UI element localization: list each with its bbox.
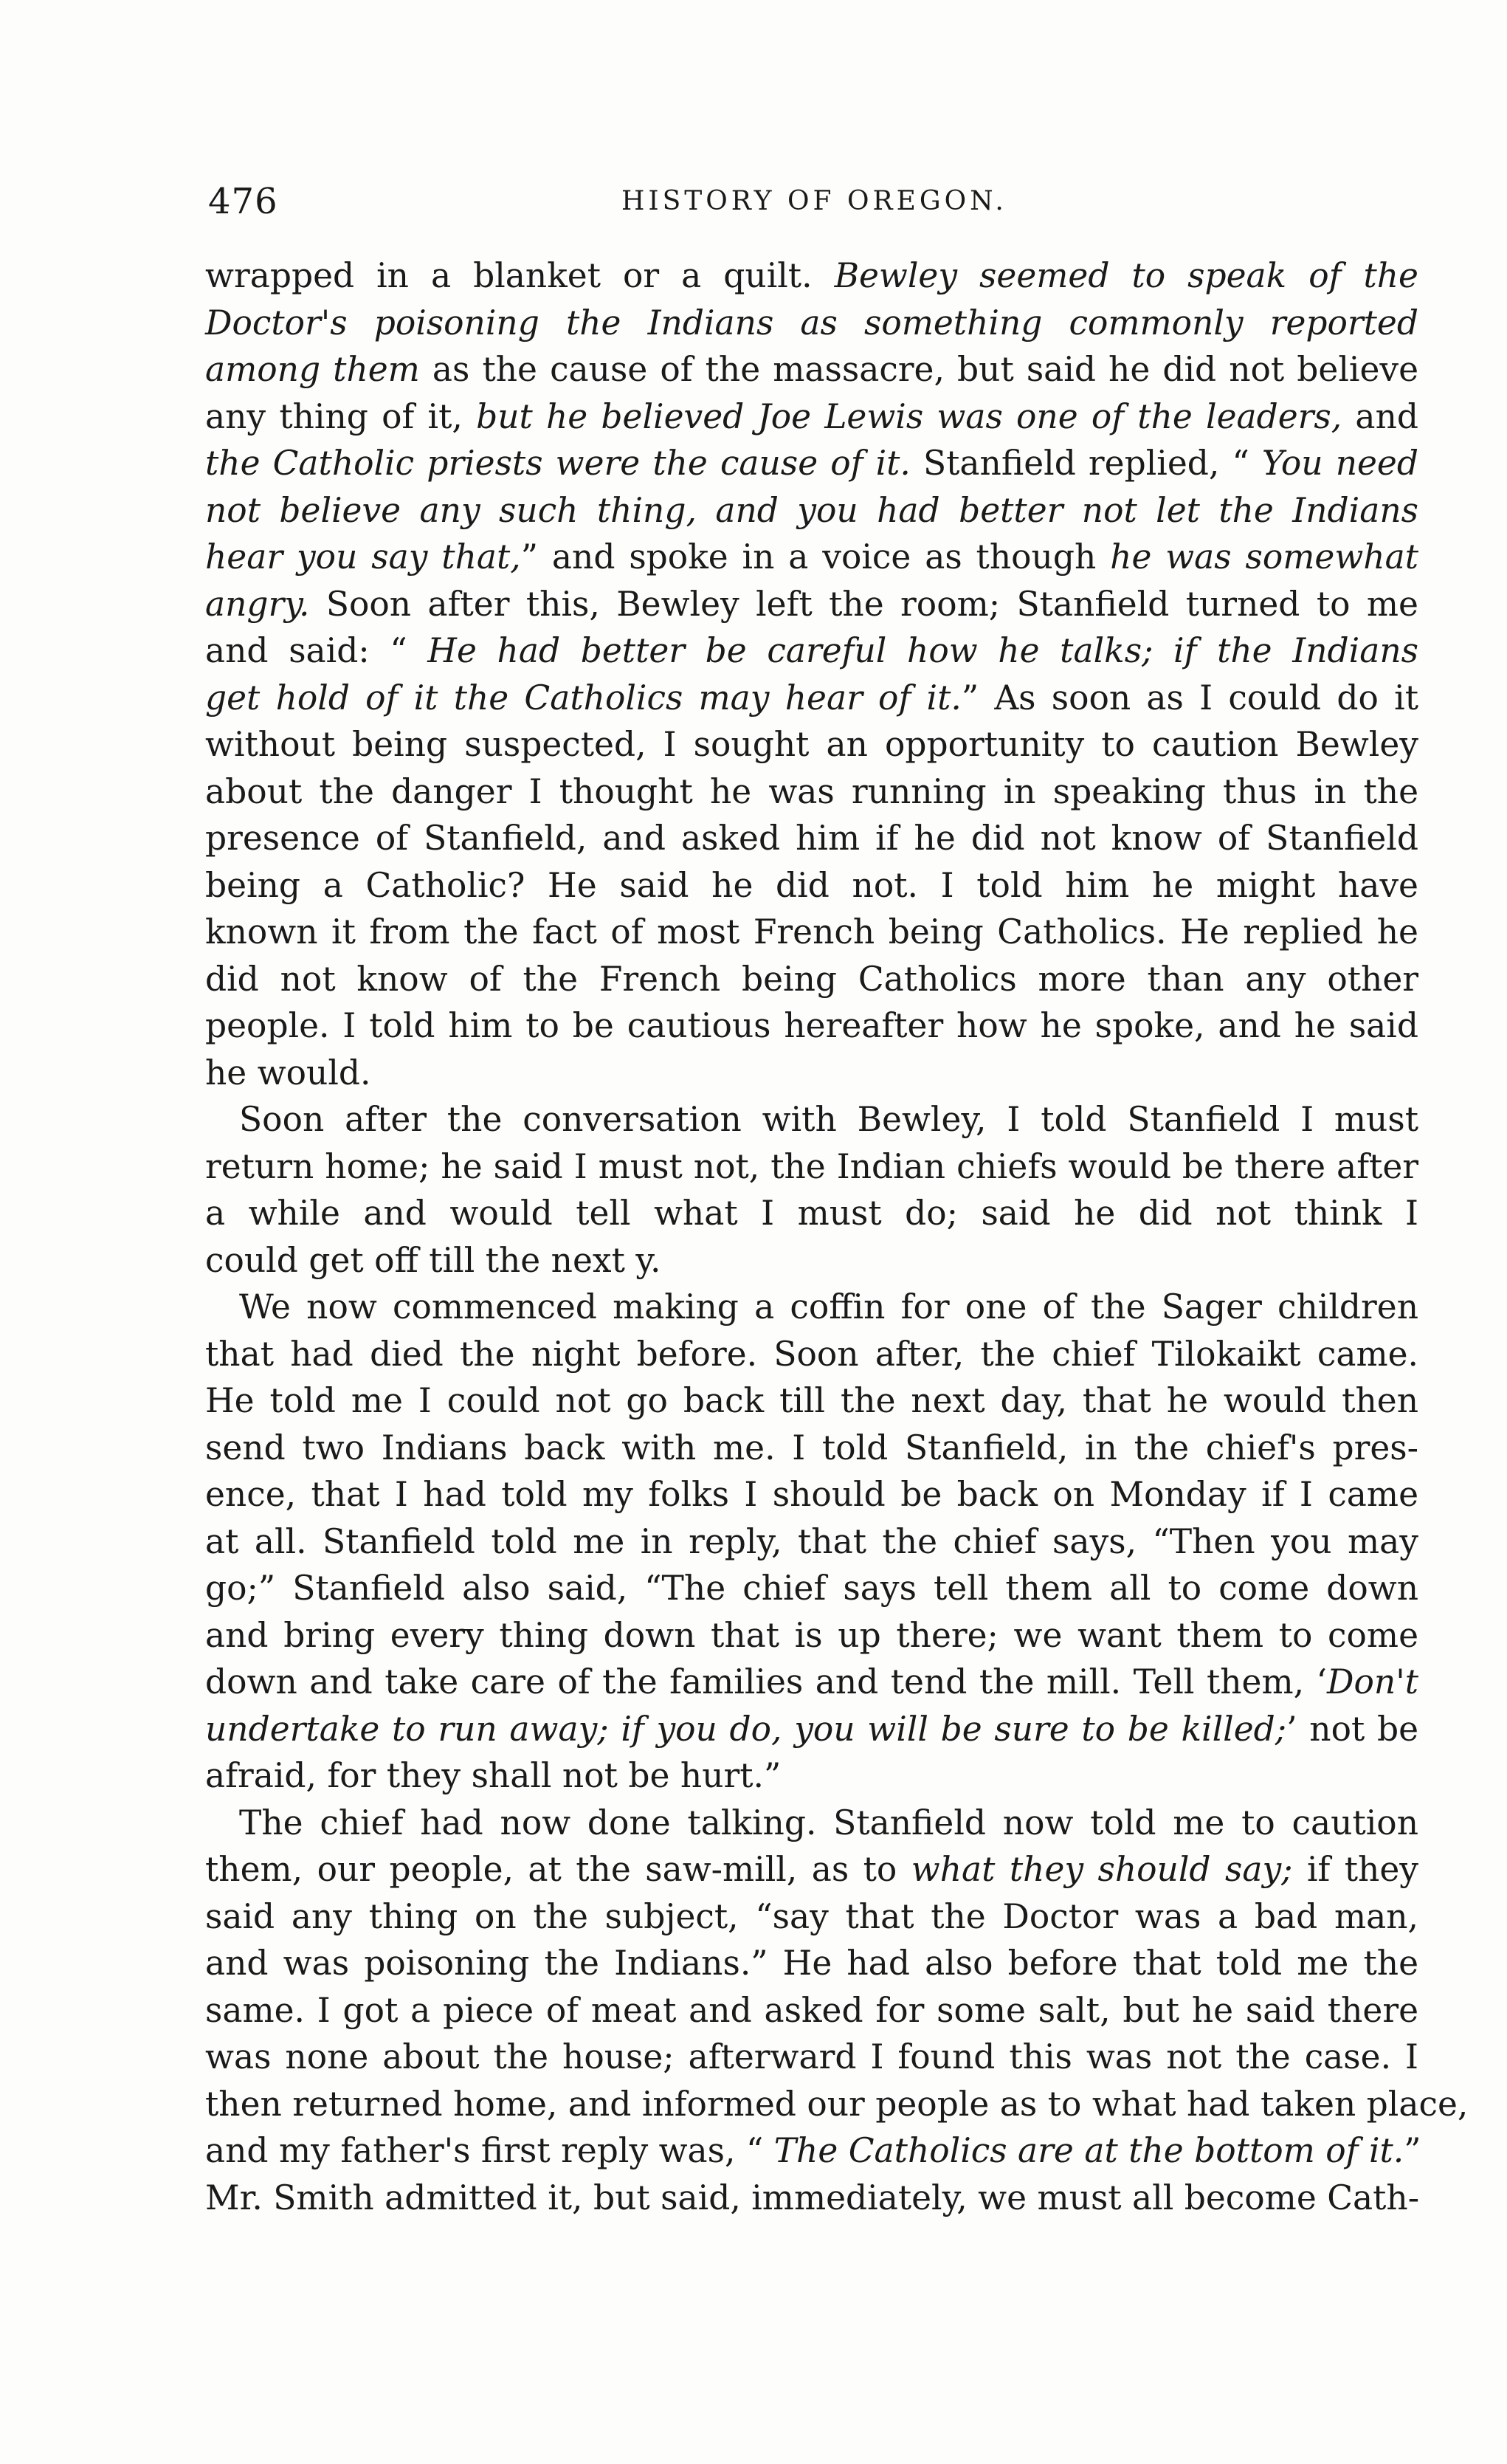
text-span: known it from the fact of most French being Catholics. He replied he	[205, 912, 1418, 951]
text-line	[205, 1706, 1418, 1753]
text-span: Stanfield replied, “	[910, 444, 1262, 483]
text-span: them, our people, at the saw-mill, as to	[205, 1850, 911, 1889]
text-line	[205, 581, 1418, 628]
body-text	[205, 252, 1469, 2221]
text-span: about the danger I thought he was running in speaking thus in the	[205, 771, 1418, 811]
text-line	[205, 627, 1418, 675]
text-line	[205, 1987, 1418, 2034]
text-line	[205, 675, 1418, 722]
text-span: down and take care of the families and tend the mill. Tell them, ‘	[205, 1662, 1328, 1701]
text-line	[205, 1612, 1418, 1659]
text-line	[205, 1331, 1418, 1378]
text-line	[205, 768, 1418, 816]
text-line	[205, 300, 1418, 347]
text-span: said any thing on the subject, “say that the Doctor was a bad man,	[205, 1896, 1418, 1936]
text-span: send two Indians back with me. I told Stanfield, in the chief's pres-	[205, 1428, 1418, 1467]
text-span: he would.	[205, 1053, 371, 1092]
text-span: if they	[1292, 1850, 1418, 1889]
text-span: any thing of it,	[205, 396, 477, 436]
text-span: presence of Stanfield, and asked him if he did not know of Stanfield	[205, 819, 1418, 858]
text-line	[205, 1659, 1418, 1706]
text-line	[205, 1565, 1418, 1612]
text-span: and	[1342, 396, 1418, 436]
text-span: and was poisoning the Indians.” He had also before that told me the	[205, 1944, 1418, 1983]
text-line	[205, 1940, 1418, 1987]
italic-text: he was somewhat	[1110, 537, 1419, 577]
text-span: ’ not be	[1286, 1709, 1418, 1749]
text-span: and bring every thing down that is up there; we want them to come	[205, 1615, 1418, 1655]
text-span: ence, that I had told my folks I should be back on Monday if I came	[205, 1475, 1418, 1514]
text-line	[205, 1471, 1418, 1518]
text-line	[205, 440, 1418, 487]
text-line	[205, 909, 1418, 956]
text-span: Soon after this, Bewley left the room; Stanfield turned to me	[309, 584, 1418, 624]
text-line	[205, 1752, 1418, 1800]
text-span: He told me I could not go back till the next day, that he would then	[205, 1381, 1418, 1420]
italic-text: He had better be careful how he talks; if the Indians	[427, 631, 1418, 670]
text-span: and said: “	[205, 631, 428, 670]
text-line	[205, 1846, 1418, 1893]
text-line	[205, 1237, 1418, 1284]
italic-text: undertake to run away; if you do, you will be sure to be killed;	[205, 1709, 1287, 1749]
text-span: did not know of the French being Catholics more than any other	[205, 959, 1418, 999]
italic-text: angry.	[205, 584, 310, 624]
text-line	[205, 1800, 1418, 1847]
text-span: could get off till the next y.	[205, 1240, 661, 1280]
text-span: wrapped in a blanket or a quilt.	[205, 256, 835, 295]
italic-text: but he believed Joe Lewis was one of the leaders,	[476, 396, 1342, 436]
italic-text: not believe any such thing, and you had better not let the Indians	[205, 490, 1418, 530]
text-line	[205, 1050, 1418, 1097]
text-span: same. I got a piece of meat and asked for some salt, but he said there	[205, 1990, 1418, 2030]
italic-text: hear you say that,	[205, 537, 521, 577]
text-span: Mr. Smith admitted it, but said, immediately, we must all become Cath-	[205, 2178, 1420, 2217]
text-span: ”	[1404, 2131, 1421, 2170]
text-line	[205, 1284, 1418, 1331]
text-line	[205, 1377, 1418, 1425]
text-line	[205, 2081, 1469, 2128]
text-line	[205, 1002, 1418, 1050]
italic-text: what they should say;	[911, 1850, 1293, 1889]
text-line	[205, 1143, 1418, 1191]
text-line	[205, 534, 1418, 581]
text-span: was none about the house; afterward I found this was not the case. I	[205, 2037, 1418, 2076]
text-line	[205, 862, 1418, 909]
text-line	[205, 1893, 1418, 1941]
text-span: a while and would tell what I must do; said he did not think I	[205, 1194, 1418, 1233]
text-line	[205, 487, 1418, 534]
text-span: ” As soon as I could do it	[961, 678, 1418, 717]
italic-text: get hold of it the Catholics may hear of it.	[205, 678, 962, 717]
running-head: HISTORY OF OREGON.	[621, 186, 1007, 216]
text-span: We now commenced making a coffin for one of the Sager children	[239, 1287, 1418, 1326]
text-span: return home; he said I must not, the Indian chiefs would be there after	[205, 1146, 1418, 1186]
text-span: The chief had now done talking. Stanfield now told me to caution	[239, 1803, 1418, 1842]
text-span: Soon after the conversation with Bewley, I told Stanfield I must	[239, 1100, 1418, 1139]
text-span: without being suspected, I sought an opportunity to caution Bewley	[205, 725, 1418, 764]
text-line	[205, 2175, 1418, 2222]
italic-text: the Catholic priests were the cause of it.	[205, 444, 911, 483]
text-line	[205, 2034, 1418, 2081]
text-span: being a Catholic? He said he did not. I told him he might have	[205, 865, 1418, 905]
page-number: 476	[208, 181, 278, 222]
text-line	[205, 1425, 1418, 1472]
italic-text: The Catholics are at the bottom of it.	[773, 2131, 1404, 2170]
italic-text: among them	[205, 350, 420, 389]
text-line	[205, 1190, 1418, 1237]
italic-text: Doctor's poisoning the Indians as something commonly reported	[205, 303, 1418, 343]
text-line	[205, 1518, 1418, 1566]
text-span: ” and spoke in a voice as though	[520, 537, 1111, 577]
text-span: go;” Stanfield also said, “The chief says tell them all to come down	[205, 1569, 1418, 1608]
italic-text: Bewley seemed to speak of the	[834, 256, 1418, 295]
text-span: people. I told him to be cautious hereafter how he spoke, and he said	[205, 1006, 1418, 1045]
text-line	[205, 956, 1418, 1003]
text-span: then returned home, and informed our people as to what had taken place,	[205, 2084, 1469, 2124]
text-line	[205, 721, 1418, 768]
text-span: at all. Stanfield told me in reply, that the chief says, “Then you may	[205, 1521, 1418, 1561]
text-line	[205, 815, 1418, 862]
text-span: and my father's first reply was, “	[205, 2131, 774, 2170]
text-line	[205, 1096, 1418, 1143]
italic-text: You need	[1261, 444, 1418, 483]
text-line	[205, 346, 1418, 393]
page-header	[208, 176, 1418, 227]
text-span: that had died the night before. Soon after, the chief Tilokaikt came.	[205, 1334, 1418, 1374]
text-line	[205, 252, 1418, 300]
italic-text: Don't	[1327, 1662, 1418, 1701]
text-span: afraid, for they shall not be hurt.”	[205, 1756, 782, 1795]
text-line	[205, 2127, 1421, 2175]
text-line	[205, 393, 1418, 441]
text-span: as the cause of the massacre, but said he did not believe	[419, 350, 1419, 389]
